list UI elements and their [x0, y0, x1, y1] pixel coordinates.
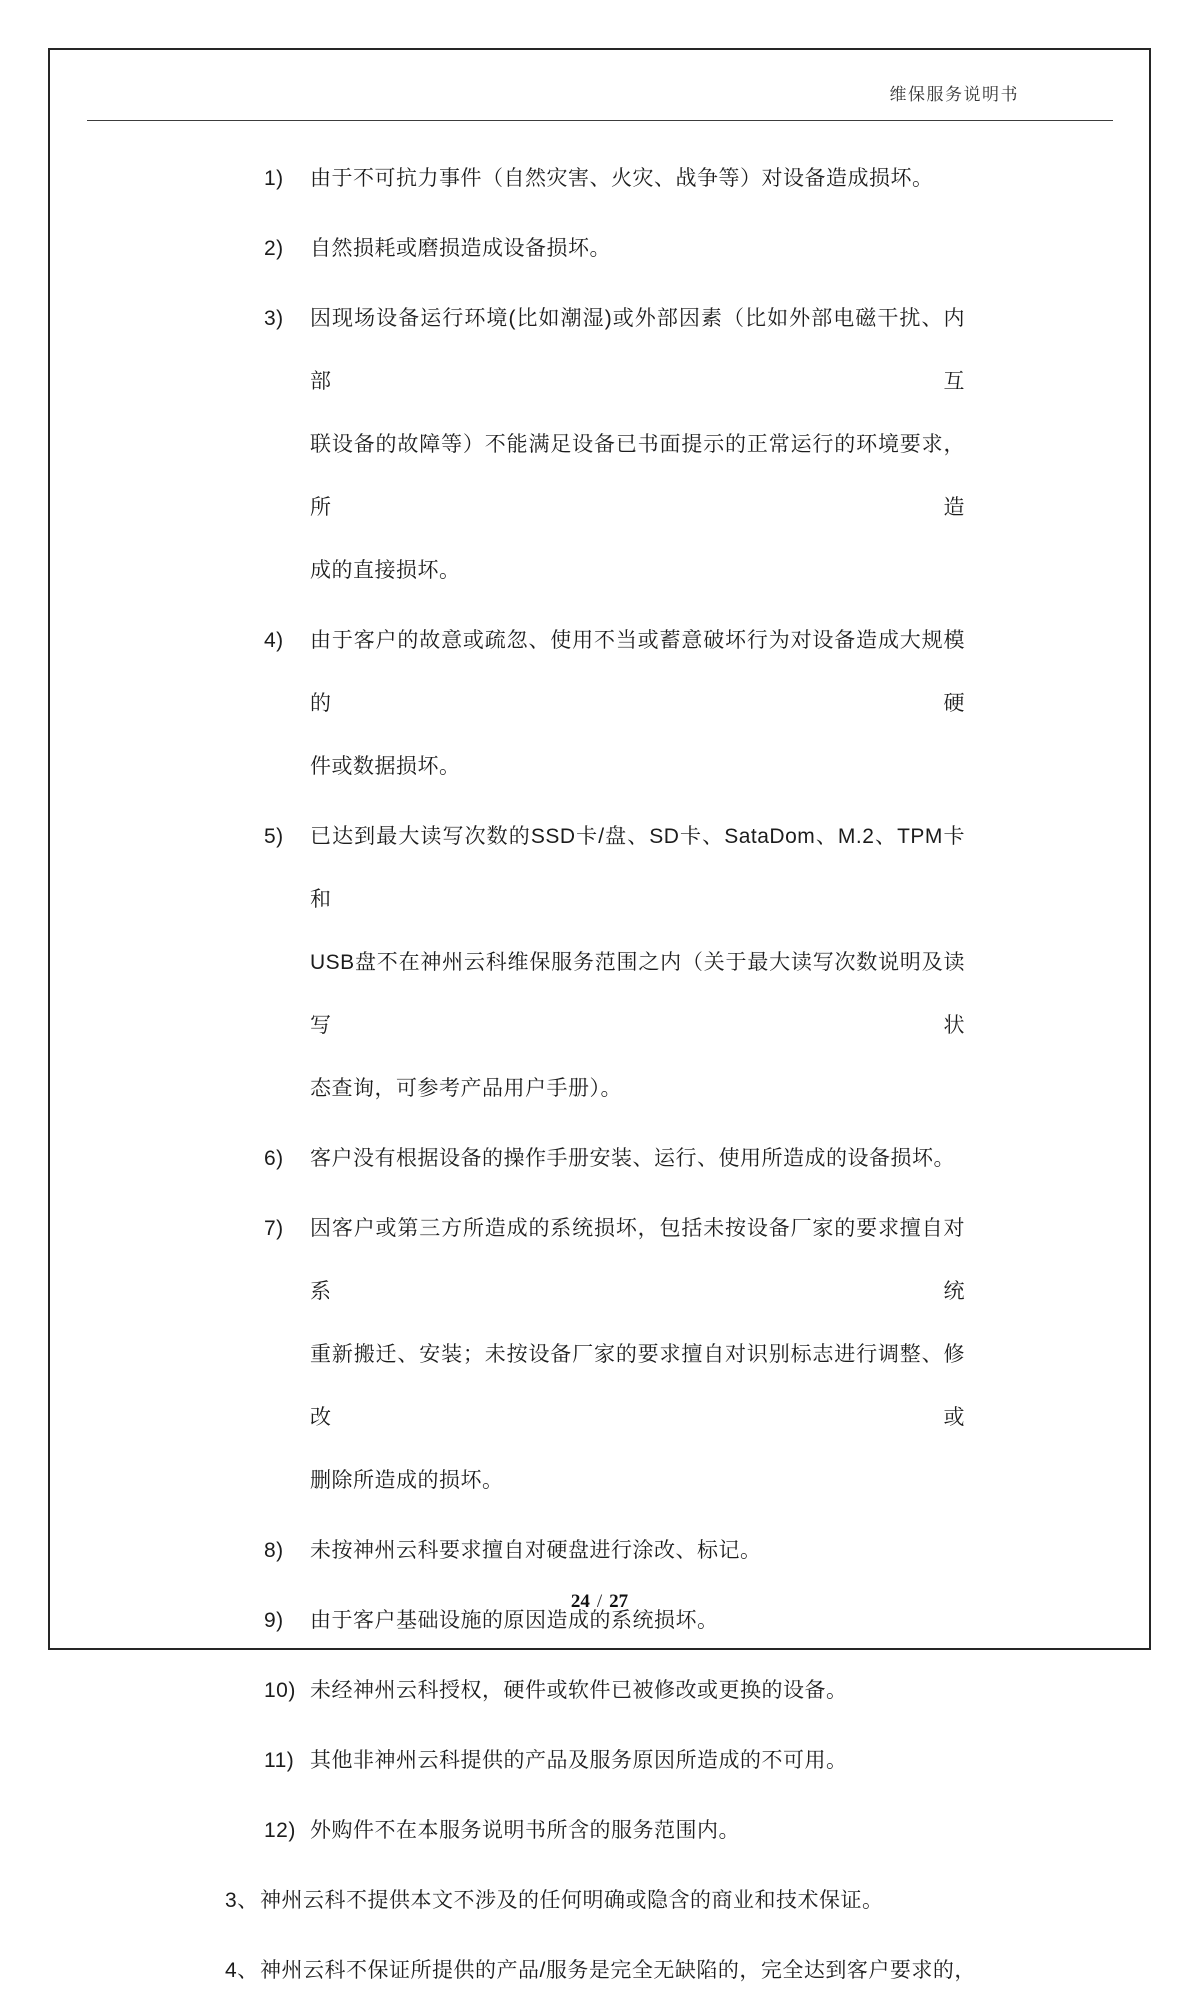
list-item-marker: 3、: [225, 1889, 259, 1912]
list-item: [50, 1127, 1149, 1190]
text-line: 件或数据损坏。: [310, 755, 461, 778]
list-item-marker: 9): [264, 1609, 284, 1632]
text-line: 客户没有根据设备的操作手册安装、运行、使用所造成的设备损坏。: [310, 1147, 955, 1170]
list-item: [50, 1197, 1149, 1512]
text-line: 外购件不在本服务说明书所含的服务范围内。: [310, 1819, 740, 1842]
list-item-text: [310, 805, 965, 1120]
page-footer: [50, 1590, 1149, 1614]
list-item: [50, 147, 1149, 210]
list-item: [50, 287, 1149, 602]
list-item-text: [310, 609, 965, 798]
list-item-text: [310, 1197, 965, 1512]
page-header: [890, 84, 1020, 106]
text-line: 其他非神州云科提供的产品及服务原因所造成的不可用。: [310, 1749, 848, 1772]
list-item-marker: 6): [264, 1147, 284, 1170]
list-item-text: [310, 1519, 965, 1582]
list-item: [50, 1659, 1149, 1722]
list-item-marker: 1): [264, 167, 284, 190]
list-item-text: [310, 147, 965, 210]
text-line: 因客户或第三方所造成的系统损坏，包括未按设备厂家的要求擅自对系统: [310, 1217, 965, 1303]
list-item-text: [260, 1869, 1050, 1932]
list-item: [50, 1869, 1149, 1932]
text-line: 神州云科不保证所提供的产品/服务是完全无缺陷的，完全达到客户要求的，: [260, 1959, 976, 1982]
text-line: 未按神州云科要求擅自对硬盘进行涂改、标记。: [310, 1539, 762, 1562]
text-line: 删除所造成的损坏。: [310, 1469, 504, 1492]
list-item-text: [310, 1799, 965, 1862]
list-item: [50, 805, 1149, 1120]
text-line: 神州云科不提供本文不涉及的任何明确或隐含的商业和技术保证。: [260, 1889, 884, 1912]
list-item: [50, 217, 1149, 280]
text-line: 由于不可抗力事件（自然灾害、火灾、战争等）对设备造成损坏。: [310, 167, 934, 190]
text-line: 成的直接损坏。: [310, 559, 461, 582]
list-item: [50, 1729, 1149, 1792]
list-item: [50, 1519, 1149, 1582]
text-line: USB盘不在神州云科维保服务范围之内（关于最大读写次数说明及读写状: [310, 951, 965, 1037]
list-item-text: [310, 1729, 965, 1792]
text-line: 态查询，可参考产品用户手册）。: [310, 1077, 622, 1100]
list-item-marker: 12): [264, 1819, 296, 1842]
list-item: [50, 609, 1149, 798]
list-item-marker: 4、: [225, 1959, 259, 1982]
text-line: 未经神州云科授权，硬件或软件已被修改或更换的设备。: [310, 1679, 848, 1702]
page-number-current: 24: [570, 1591, 590, 1612]
page-number-total: 27: [609, 1591, 629, 1612]
page-border: [48, 48, 1151, 1982]
list-item-text: [260, 1939, 1050, 2002]
text-line: 自然损耗或磨损造成设备损坏。: [310, 237, 611, 260]
header-rule: [87, 120, 1113, 121]
text-line: 由于客户基础设施的原因造成的系统损坏。: [310, 1609, 719, 1632]
list-item-marker: 10): [264, 1679, 296, 1702]
list-item-text: [310, 1127, 965, 1190]
list-item-marker: 2): [264, 237, 284, 260]
header-title: 维保服务说明书: [889, 85, 1019, 104]
list-item-marker: 4): [264, 629, 284, 652]
list-item: [50, 1799, 1149, 1862]
page-number-separator: /: [596, 1591, 603, 1612]
list-item-marker: 11): [264, 1749, 295, 1772]
list-item-text: [310, 1659, 965, 1722]
text-line: 联设备的故障等）不能满足设备已书面提示的正常运行的环境要求，所造: [310, 433, 965, 519]
list-item-marker: 5): [264, 825, 284, 848]
list-item-marker: 8): [264, 1539, 284, 1562]
list-item: [50, 1939, 1149, 2002]
list-item-text: [310, 287, 965, 602]
list-item-text: [310, 217, 965, 280]
text-line: 由于客户的故意或疏忽、使用不当或蓄意破坏行为对设备造成大规模的硬: [310, 629, 965, 715]
list-item-marker: 3): [264, 307, 284, 330]
text-line: 已达到最大读写次数的SSD卡/盘、SD卡、SataDom、M.2、TPM卡和: [310, 825, 965, 911]
text-line: 因现场设备运行环境(比如潮湿)或外部因素（比如外部电磁干扰、内部互: [310, 307, 965, 393]
list-item-marker: 7): [264, 1217, 284, 1240]
document-body: [50, 147, 1149, 2009]
text-line: 重新搬迁、安装；未按设备厂家的要求擅自对识别标志进行调整、修改或: [310, 1343, 965, 1429]
